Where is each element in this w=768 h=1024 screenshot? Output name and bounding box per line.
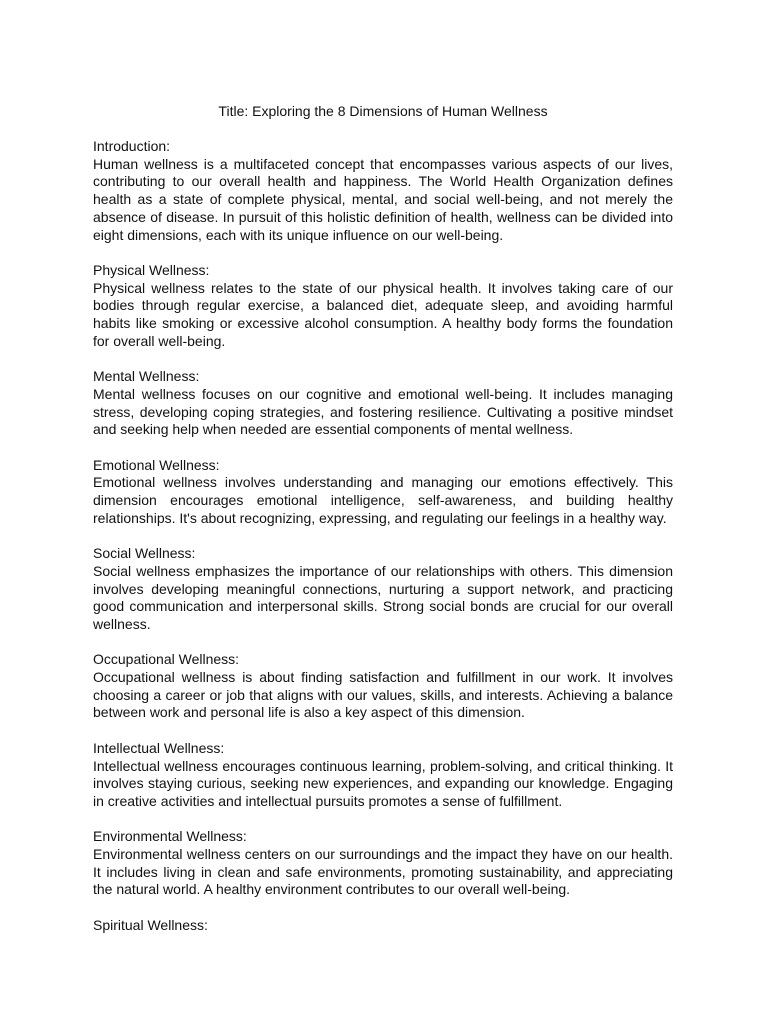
section-intellectual-wellness xyxy=(93,740,673,811)
section-heading: Intellectual Wellness: xyxy=(93,739,225,756)
section-paragraph: Social wellness emphasizes the importance of our relationships with others. This dimension involves developing meaningful connections, nurturing a support network, and practicing good communication and interpersonal skills. Strong social bonds are crucial for our overall wellness. xyxy=(93,562,673,632)
section-heading: Emotional Wellness: xyxy=(93,456,220,473)
section-heading: Mental Wellness: xyxy=(93,368,200,385)
section-paragraph: Human wellness is a multifaceted concept that encompasses various aspects of our lives, contributing to our overall health and happiness. The World Health Organization defines health as a state of complete physical, mental, and social well-being, and not merely the absence of disease. In pursuit of this holistic definition of health, wellness can be divided into eight dimensions, each with its unique influence on our well-being. xyxy=(93,155,673,243)
section-paragraph: Environmental wellness centers on our surroundings and the impact they have on our health. It includes living in clean and safe environments, promoting sustainability, and appreciating the natural world. A healthy environment contributes to our overall well-being. xyxy=(93,846,673,898)
section-heading: Social Wellness: xyxy=(93,545,196,562)
document-body xyxy=(93,138,673,952)
section-heading: Introduction: xyxy=(93,138,171,154)
section-physical-wellness xyxy=(93,262,673,351)
document-title: Title: Exploring the 8 Dimensions of Human Wellness xyxy=(218,103,548,119)
section-paragraph: Mental wellness focuses on our cognitive and emotional well-being. It includes managing stress, developing coping strategies, and fostering resilience. Cultivating a positive mindset and seeking help when needed are essential components of mental wellness. xyxy=(93,385,673,438)
section-heading: Spiritual Wellness: xyxy=(93,916,208,933)
section-social-wellness xyxy=(93,545,673,634)
section-emotional-wellness xyxy=(93,457,673,528)
section-heading: Environmental Wellness: xyxy=(93,828,247,845)
section-mental-wellness xyxy=(93,368,673,439)
section-heading: Physical Wellness: xyxy=(93,261,210,278)
section-paragraph: Emotional wellness involves understanding and managing our emotions effectively. This dimension encourages emotional intelligence, self-awareness, and building healthy relationships. It's about recognizing, expressing, and regulating our feelings in a healthy way. xyxy=(93,474,673,526)
section-paragraph: Occupational wellness is about finding satisfaction and fulfillment in our work. It involves choosing a career or job that aligns with our values, skills, and interests. Achieving a balance between work and personal life is also a key aspect of this dimension. xyxy=(93,669,673,721)
section-occupational-wellness xyxy=(93,651,673,722)
section-spiritual-wellness xyxy=(93,917,673,935)
section-paragraph: Intellectual wellness encourages continuous learning, problem-solving, and critical thinking. It involves staying curious, seeking new experiences, and expanding our knowledge. Engaging in creative activities and intellectual pursuits promotes a sense of fulfillment. xyxy=(93,757,673,809)
section-introduction xyxy=(93,138,673,244)
section-heading: Occupational Wellness: xyxy=(93,651,240,668)
section-environmental-wellness xyxy=(93,828,673,899)
section-paragraph: Physical wellness relates to the state of our physical health. It involves taking care of our bodies through regular exercise, a balanced diet, adequate sleep, and avoiding harmful habits like smoking or excessive alcohol consumption. A healthy body forms the foundation for overall well-being. xyxy=(93,279,673,349)
